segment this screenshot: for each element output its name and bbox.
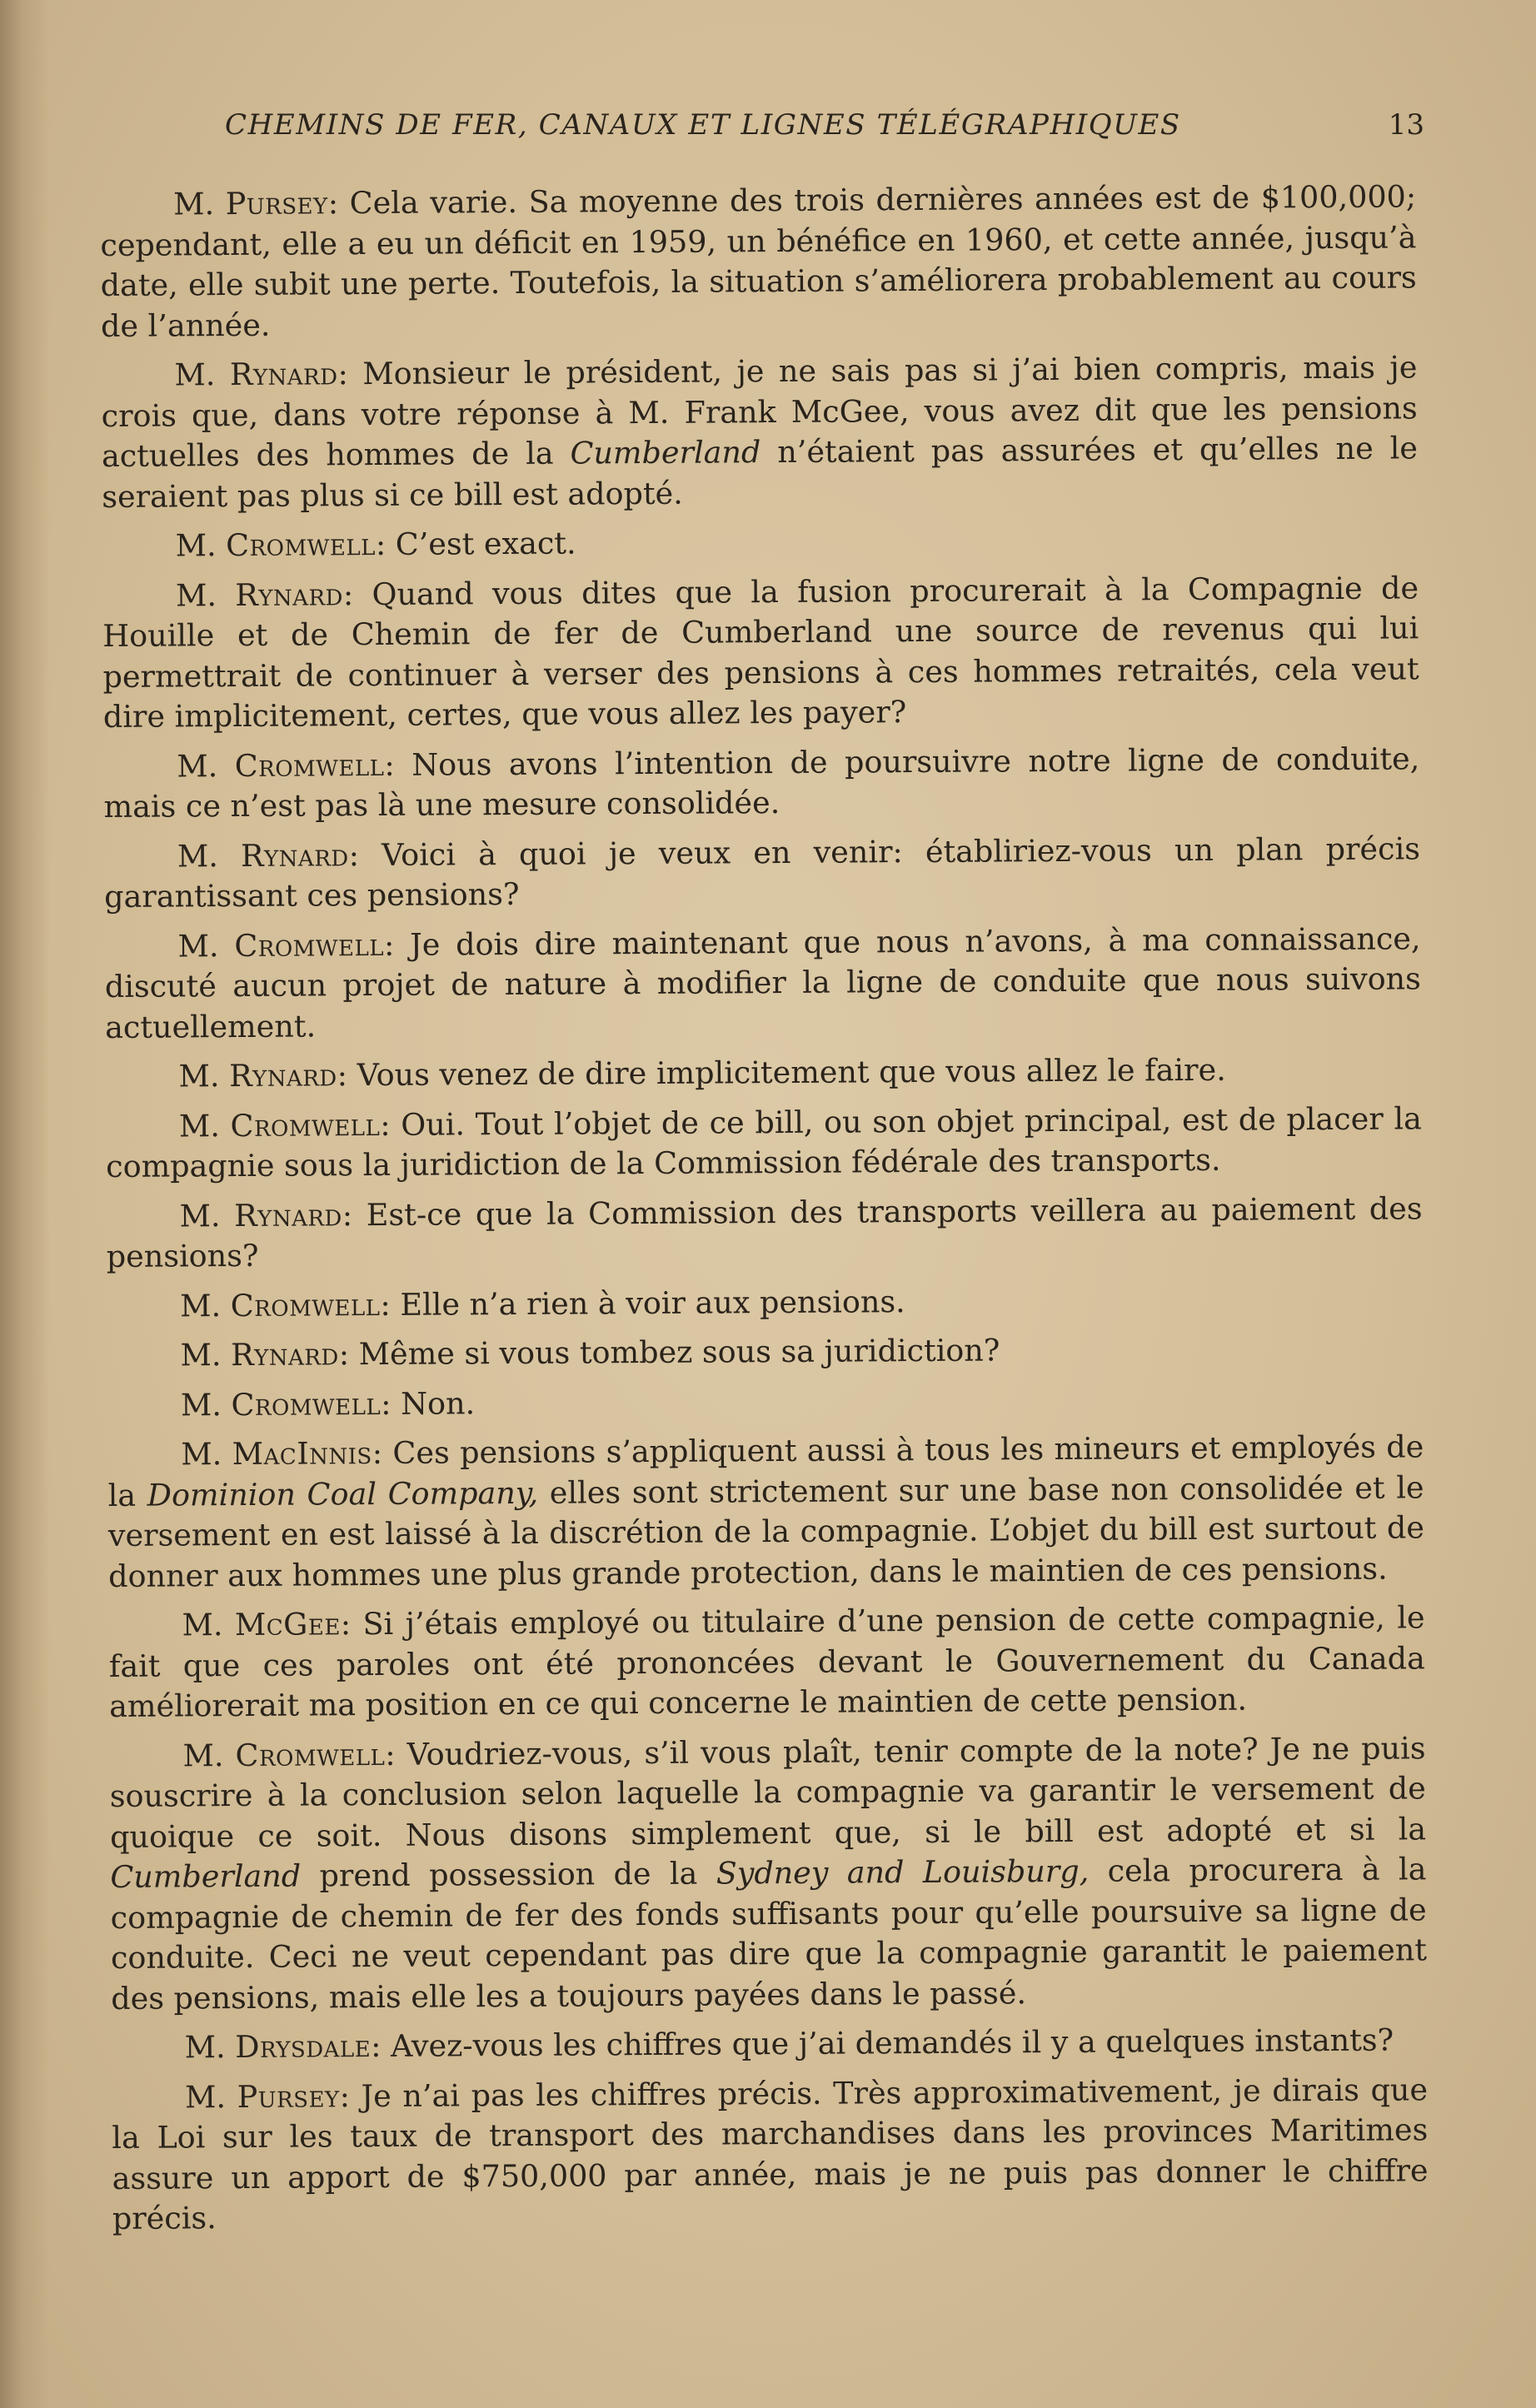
speaker-name: Rynard: [228, 1057, 337, 1094]
statement-text: Voici à quoi je veux en venir: établiriez-vous un plan précis garantissant ces pensions?: [104, 830, 1421, 915]
speaker-prefix: M.: [179, 1197, 235, 1234]
speaker-paragraph: [104, 829, 1421, 918]
binding-shadow: [0, 0, 50, 2408]
speaker-name: Cromwell: [234, 926, 385, 964]
speaker-separator: :: [342, 1196, 367, 1233]
speaker-prefix: M.: [177, 747, 235, 784]
speaker-name: Cromwell: [235, 1736, 386, 1773]
statement-text: Vous venez de dire implicitement que vous allez le faire.: [357, 1051, 1226, 1094]
speaker-paragraph: [103, 739, 1420, 828]
speaker-paragraph: [104, 919, 1421, 1048]
speaker-prefix: M.: [175, 527, 227, 564]
speaker-paragraph: [102, 518, 1419, 566]
speaker-name: Pursey: [225, 185, 328, 222]
speaker-name: Cromwell: [231, 1385, 382, 1423]
italic-name: Dominion Coal Company,: [147, 1474, 539, 1513]
statement-text: n’étaient pas assurées et qu’elles ne le seraient pas plus si ce bill est adopté.: [102, 430, 1419, 515]
speaker-prefix: M.: [184, 2078, 237, 2115]
statement-text: Oui. Tout l’objet de ce bill, ou son objet principal, est de placer la compagnie sous la juridiction de la Commission fédérale des transports.: [106, 1099, 1423, 1184]
speaker-separator: :: [372, 1434, 393, 1472]
speaker-name: Drysdale: [235, 2028, 372, 2066]
speaker-name: Cromwell: [230, 1106, 381, 1144]
speaker-separator: :: [380, 1106, 401, 1143]
speaker-separator: :: [384, 746, 412, 783]
speaker-paragraph: [112, 2020, 1428, 2068]
speaker-prefix: M.: [180, 1337, 232, 1374]
speaker-paragraph: [107, 1378, 1424, 1426]
italic-name: Cumberland: [110, 1857, 302, 1895]
running-title: CHEMINS DE FER, CANAUX ET LIGNES TÉLÉGRAPHIQUES: [225, 108, 1181, 142]
statement-text: Nous avons l’intention de poursuivre notre ligne de conduite, mais ce n’est pas là une mesure consolidée.: [103, 740, 1420, 825]
statement-text: Est-ce que la Commission des transports veillera au paiement des pensions?: [106, 1189, 1423, 1274]
speaker-name: McGee: [234, 1606, 341, 1643]
page-header: [100, 108, 1424, 158]
statement-text: Voudriez-vous, s’il vous plaît, tenir compte de la note? Je ne puis souscrire à la conclusion selon laquelle la compagnie va garantir le versement de quoique ce soit. Nous disons simplement que, si le bill est adopté et si la: [109, 1729, 1427, 1855]
statement-text: C’est exact.: [395, 525, 576, 562]
transcript-body: [100, 177, 1429, 2248]
statement-text: Quand vous dites que la fusion procurerait à la Compagnie de Houille et de Chemin de fer de Cumberland une source de revenus qui lui permettrait de continuer à verser des pensions à ces hommes retraités, cela veut dire implicitement, certes, que vous allez les payer?: [102, 569, 1419, 735]
speaker-paragraph: [105, 1049, 1421, 1097]
speaker-separator: :: [342, 576, 372, 612]
statement-text: Même si vous tombez sous sa juridiction?: [358, 1332, 1000, 1373]
speaker-separator: :: [375, 526, 396, 562]
speaker-paragraph: [107, 1427, 1424, 1597]
speaker-prefix: M.: [177, 927, 235, 964]
statement-text: prend possession de la: [301, 1855, 716, 1894]
speaker-separator: :: [338, 1336, 359, 1373]
speaker-paragraph: [107, 1279, 1423, 1327]
speaker-prefix: M.: [175, 576, 236, 613]
speaker-name: MacInnis: [232, 1435, 372, 1473]
statement-text: Ces pensions s’appliquent aussi à tous les mineurs et employés de la: [107, 1428, 1424, 1513]
statement-text: Non.: [400, 1384, 476, 1422]
speaker-prefix: M.: [182, 1737, 236, 1773]
speaker-prefix: M.: [173, 186, 226, 222]
statement-text: Je dois dire maintenant que nous n’avons, à ma connaissance, discuté aucun projet de nature à modifier la ligne de conduite que nous suivons actuellement.: [104, 920, 1421, 1045]
speaker-name: Rynard: [240, 836, 349, 874]
statement-text: Cela varie. Sa moyenne des trois dernières années est de $100,000; cependant, elle a eu un déficit en 1959, un bénéfice en 1960, et cette année, jusqu’à date, elle subit une perte. Toutefois, la situation s’améliorera probablement au cours de l’année.: [100, 178, 1417, 344]
speaker-name: Cromwell: [226, 526, 377, 564]
speaker-prefix: M.: [181, 1436, 232, 1473]
speaker-prefix: M.: [180, 1386, 232, 1423]
speaker-separator: :: [385, 1736, 407, 1772]
speaker-name: Rynard: [235, 576, 344, 613]
speaker-separator: :: [348, 836, 382, 873]
speaker-paragraph: [106, 1189, 1423, 1278]
speaker-paragraph: [108, 1598, 1425, 1727]
speaker-separator: :: [383, 926, 411, 963]
speaker-paragraph: [102, 568, 1419, 738]
speaker-name: Rynard: [231, 1336, 339, 1374]
page-number: 13: [1388, 108, 1424, 142]
speaker-separator: :: [370, 2027, 391, 2065]
speaker-name: Cromwell: [230, 1286, 381, 1324]
speaker-prefix: M.: [178, 1107, 231, 1144]
statement-text: Avez-vous les chiffres que j’ai demandés il y a quelques instants?: [390, 2022, 1394, 2064]
speaker-separator: :: [337, 356, 363, 392]
speaker-name: Rynard: [234, 1196, 342, 1234]
speaker-paragraph: [112, 2070, 1429, 2240]
statement-text: Elle n’a rien à voir aux pensions.: [400, 1283, 905, 1323]
italic-name: Cumberland: [570, 434, 761, 471]
speaker-paragraph: [100, 177, 1417, 346]
statement-text: elles sont strictement sur une base non consolidée et le versement en est laissé à la discrétion de la compagnie. L’objet du bill est surtout de donner aux hommes une plus grande protection, dans le maintien de ces pensions.: [107, 1468, 1425, 1594]
statement-text: Je n’ai pas les chiffres précis. Très approximativement, je dirais que la Loi sur les taux de transport des marchandises dans les provinces Maritimes assure un apport de $750,000 par année, mais je ne puis pas donner le chiffre précis.: [112, 2071, 1429, 2236]
speaker-prefix: M.: [180, 1287, 231, 1324]
speaker-paragraph: [106, 1099, 1423, 1188]
speaker-prefix: M.: [174, 356, 231, 393]
italic-name: Sydney and Louisburg,: [716, 1852, 1090, 1892]
statement-text: cela procurera à la compagnie de chemin de fer des fonds suffisants pour qu’elle poursuive sa ligne de conduite. Ceci ne veut cependant pas dire que la compagnie garantit le paiement des pensions, mais elle les a toujours payées dans le passé.: [110, 1851, 1428, 2017]
speaker-prefix: M.: [184, 2029, 236, 2066]
speaker-name: Pursey: [237, 2077, 340, 2115]
speaker-paragraph: [109, 1728, 1427, 2019]
speaker-separator: :: [339, 2077, 362, 2114]
speaker-separator: :: [340, 1606, 363, 1643]
speaker-name: Cromwell: [234, 746, 385, 784]
speaker-name: Rynard: [229, 356, 338, 393]
speaker-separator: :: [337, 1057, 357, 1094]
speaker-separator: :: [327, 185, 350, 222]
statement-text: Monsieur le président, je ne sais pas si j’ai bien compris, mais je crois que, dans votre réponse à M. Frank McGee, vous avez dit que les pensions actuelles des hommes de la: [101, 349, 1418, 474]
speaker-prefix: M.: [182, 1607, 236, 1643]
speaker-separator: :: [380, 1286, 401, 1323]
speaker-separator: :: [381, 1385, 401, 1422]
speaker-prefix: M.: [177, 837, 242, 874]
speaker-paragraph: [107, 1328, 1423, 1376]
statement-text: Si j’étais employé ou titulaire d’une pension de cette compagnie, le fait que ces paroles ont été prononcées devant le Gouvernement du Canada améliorerait ma position en ce qui concerne le maintien de cette pension.: [108, 1599, 1425, 1724]
speaker-paragraph: [101, 347, 1418, 517]
speaker-prefix: M.: [178, 1058, 230, 1094]
